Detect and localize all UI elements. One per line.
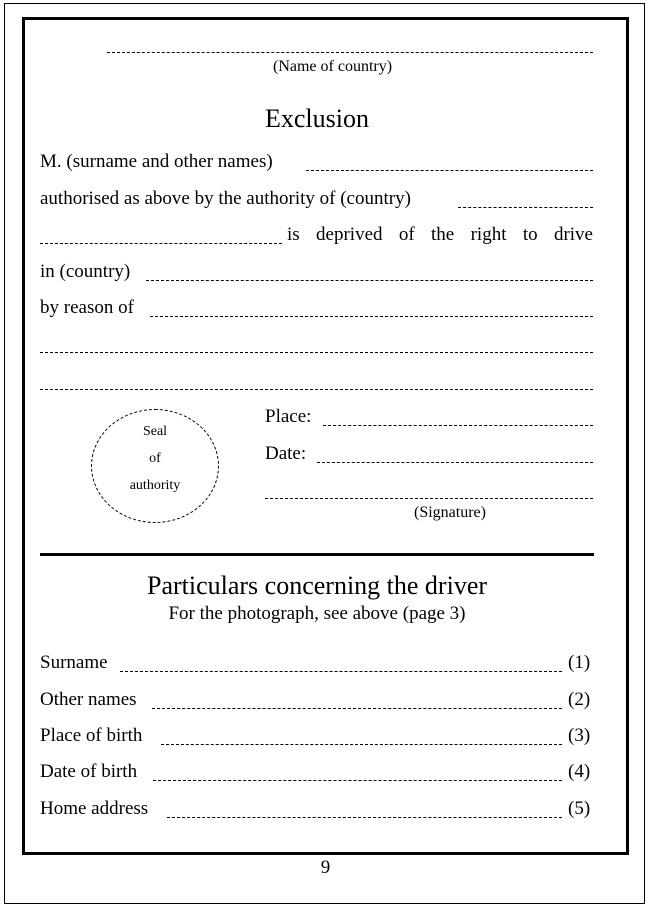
reason-field[interactable]	[150, 316, 593, 317]
country-name-label: (Name of country)	[273, 58, 393, 75]
signature-field[interactable]	[265, 498, 593, 499]
deprived-word: deprived	[316, 224, 383, 245]
surname-other-names-field[interactable]	[306, 170, 593, 171]
field-number: (4)	[568, 761, 591, 782]
seal-of-authority-circle	[91, 409, 219, 523]
deprived-word: is	[287, 224, 300, 245]
authorised-by-label: authorised as above by the authority of (country)	[40, 188, 411, 209]
surname-label: Surname	[40, 652, 108, 673]
deprived-word: the	[431, 224, 455, 245]
home-address-field[interactable]	[167, 817, 562, 818]
place-of-birth-field[interactable]	[161, 744, 562, 745]
reason-label: by reason of	[40, 297, 134, 318]
in-country-label: in (country)	[40, 261, 131, 282]
deprived-of-right-label	[287, 224, 593, 246]
authority-country-continued-field[interactable]	[40, 243, 282, 244]
other-names-label: Other names	[40, 689, 137, 710]
deprived-word: of	[398, 224, 415, 245]
field-number: (5)	[568, 798, 591, 819]
date-label: Date:	[265, 443, 307, 464]
field-number: (3)	[568, 725, 591, 746]
place-field[interactable]	[323, 425, 593, 426]
home-address-label: Home address	[40, 798, 149, 819]
seal-text-line: of	[149, 451, 161, 466]
authority-country-field[interactable]	[458, 207, 593, 208]
deprived-word: right	[470, 224, 507, 245]
reason-continued-field[interactable]	[40, 352, 593, 353]
place-label: Place:	[265, 406, 312, 427]
other-names-field[interactable]	[152, 708, 562, 709]
reason-continued-field[interactable]	[40, 389, 593, 390]
seal-text-line: Seal	[142, 424, 168, 439]
field-number: (1)	[568, 652, 591, 673]
page-number: 9	[320, 857, 331, 878]
country-name-field[interactable]	[107, 52, 593, 53]
particulars-title: Particulars concerning the driver	[146, 571, 488, 600]
signature-label: (Signature)	[414, 504, 486, 521]
surname-field[interactable]	[120, 671, 562, 672]
deprived-word: drive	[553, 224, 593, 245]
date-of-birth-label: Date of birth	[40, 761, 138, 782]
surname-other-names-label: M. (surname and other names)	[40, 151, 273, 172]
section-divider	[40, 553, 594, 556]
seal-text-line: authority	[129, 478, 181, 493]
field-number: (2)	[568, 689, 591, 710]
date-field[interactable]	[317, 462, 593, 463]
particulars-subtitle: For the photograph, see above (page 3)	[168, 603, 466, 624]
exclusion-title: Exclusion	[265, 104, 369, 133]
deprived-word: to	[522, 224, 538, 245]
place-of-birth-label: Place of birth	[40, 725, 143, 746]
in-country-field[interactable]	[146, 280, 593, 281]
date-of-birth-field[interactable]	[153, 780, 562, 781]
